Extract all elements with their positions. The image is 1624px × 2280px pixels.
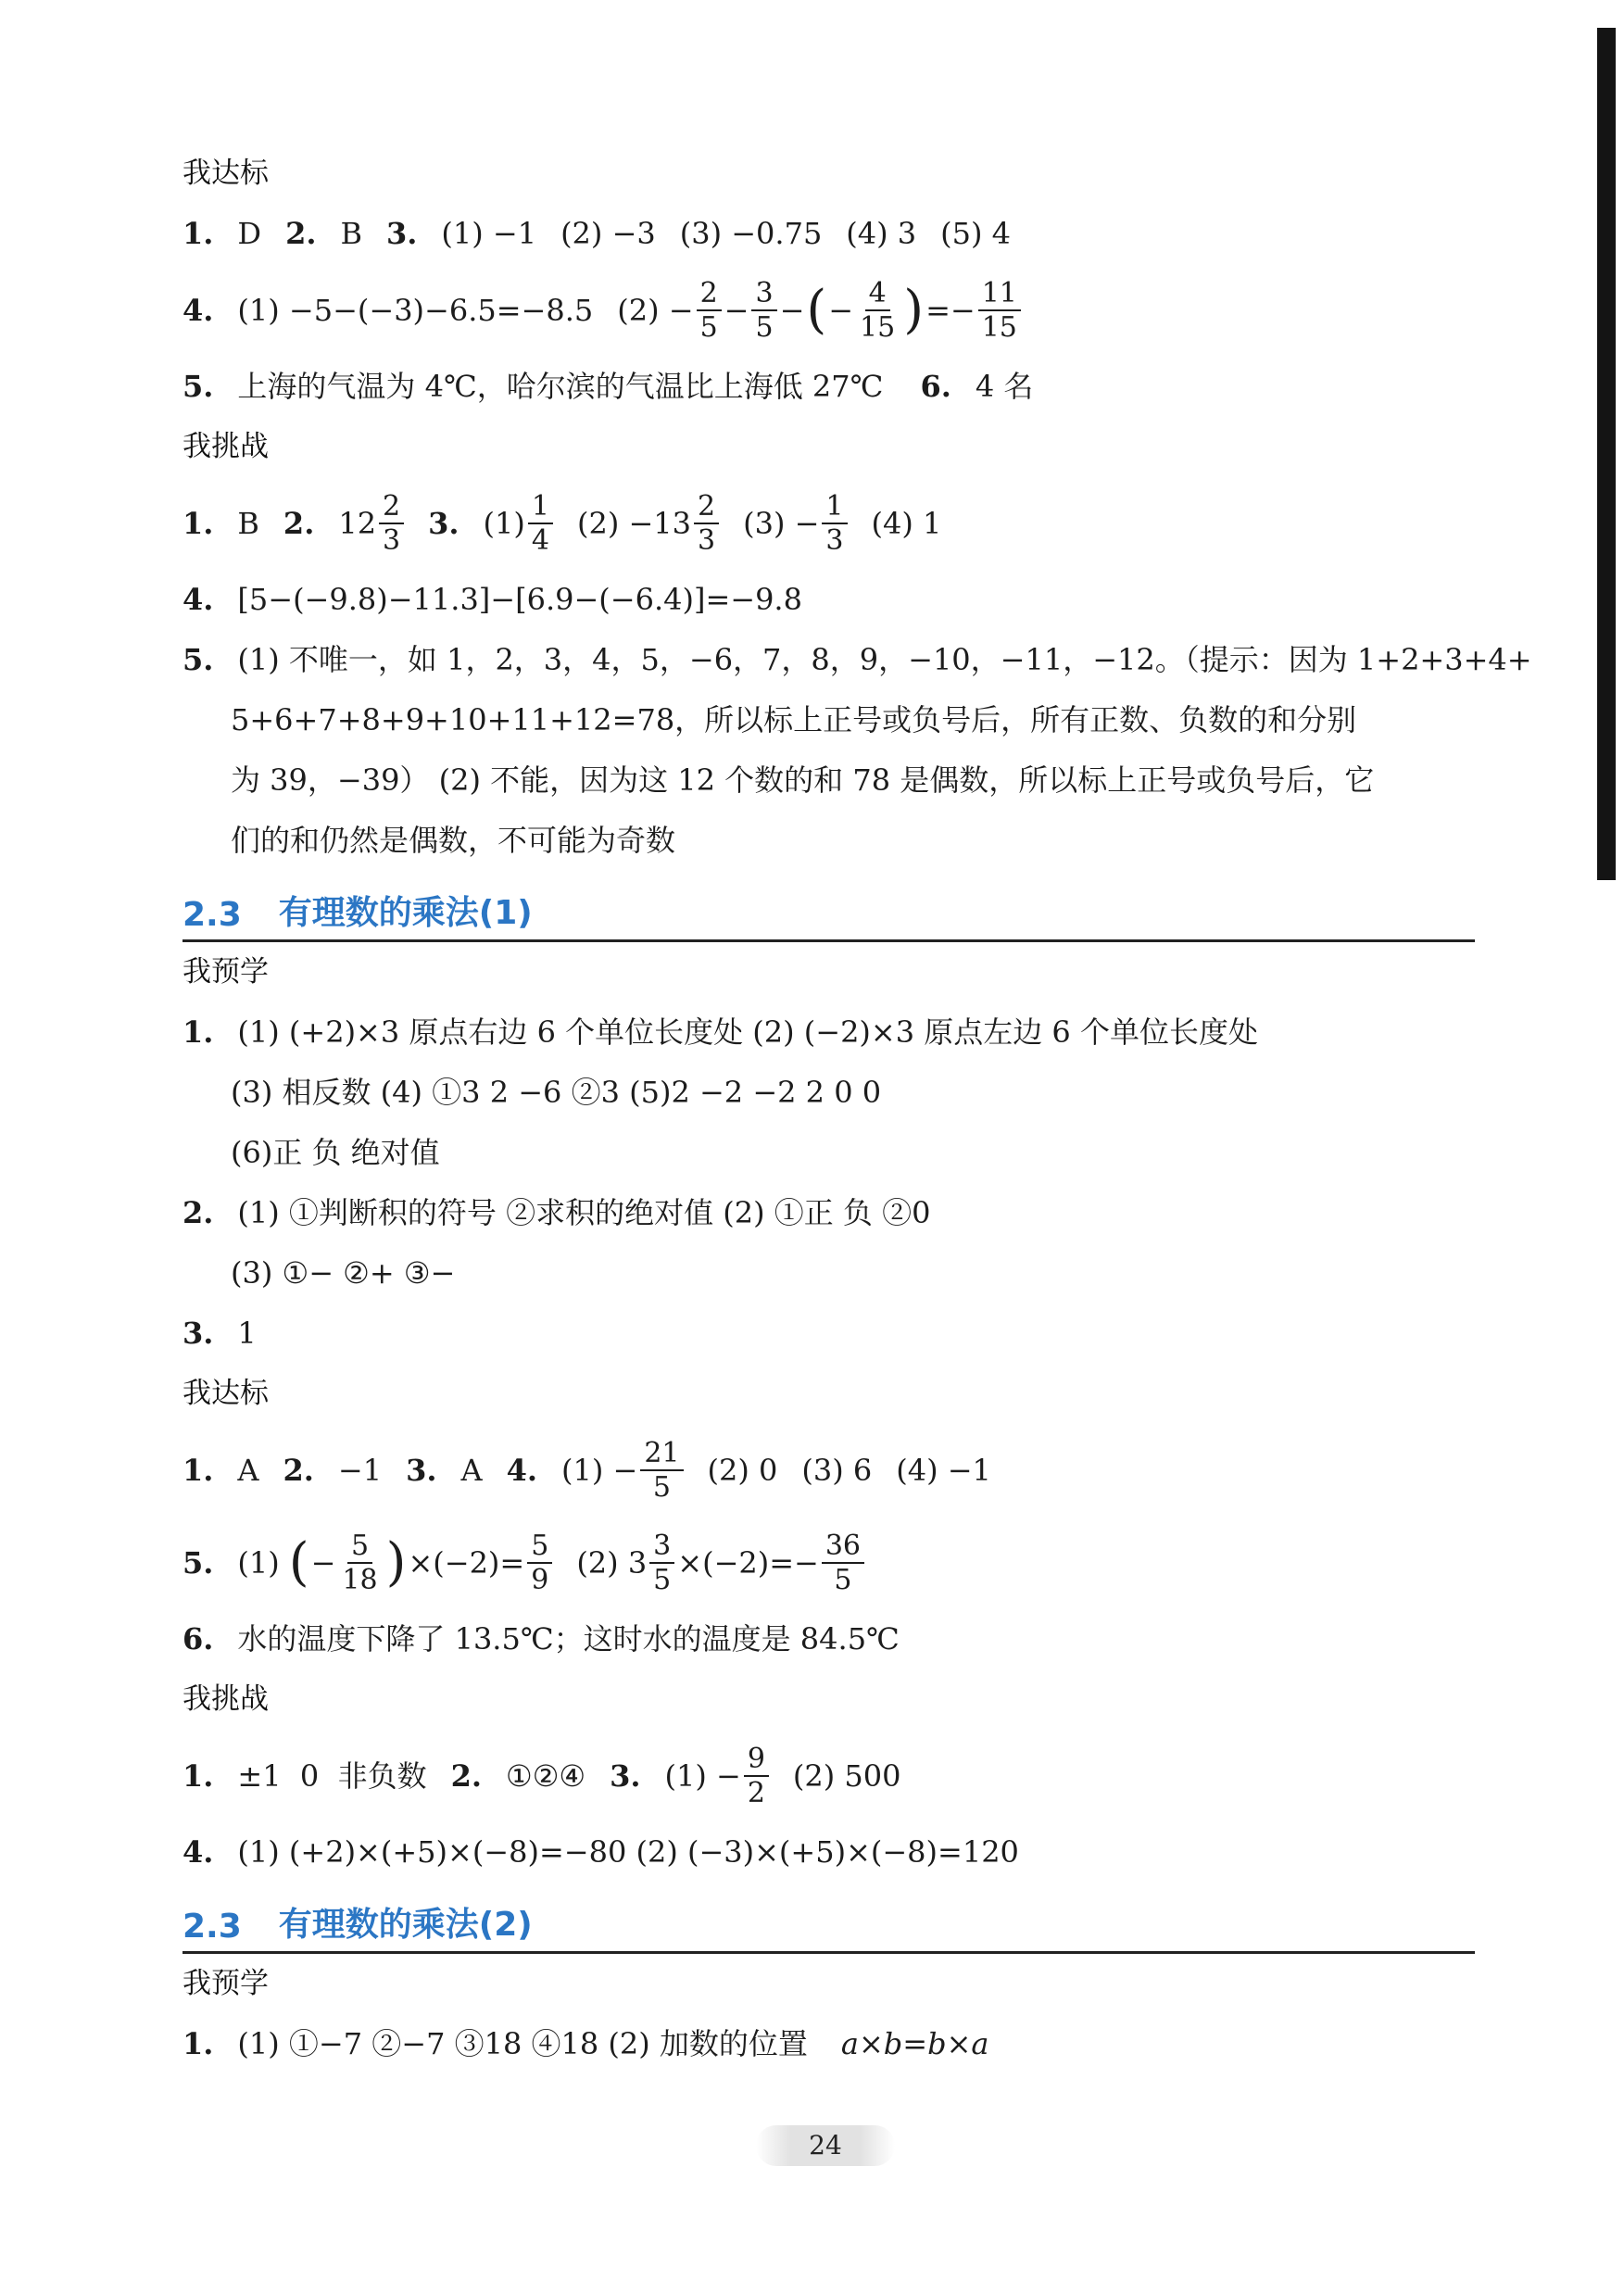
fraction: $\frac{3}{5}$ [649,1530,674,1595]
answer-text: 5+6+7+8+9+10+11+12=78，所以标上正号或负号后，所有正数、负数的和分别 [231,702,1357,737]
operator: ×(−2)= [408,1545,525,1581]
operator: =− [925,293,976,328]
answer-line [183,357,1475,417]
subheading-wo-yuxue: 我预学 [183,955,269,989]
answer-text: (1) [483,506,525,541]
answer-text: (2) 500 [792,1758,901,1794]
section-title [183,878,1475,942]
answer-line [183,1822,1475,1883]
fraction: $\frac{11}{15}$ [978,278,1021,343]
answer-text: (1) [237,1545,280,1581]
answer-text: (1) 不唯一，如 1，2，3，4，5，−6，7，8，9，−10，−11，−12。（提示：因为 1+2+3+4+ [237,642,1532,677]
answer-line-continued [183,750,1475,811]
item-number: 3. [428,506,460,541]
answer-text: 4 名 [975,369,1034,404]
section-number: 2.3 [183,1908,242,1946]
answer-text: (1) (+2)×(+5)×(−8)=−80 (2) (−3)×(+5)×(−8)=120 [237,1834,1019,1870]
item-number: 1. [183,2026,214,2061]
formula-text: a×b=b×a [840,2026,989,2061]
section-name: 有理数的乘法(1) [278,894,533,932]
operator: − [724,293,749,328]
answer-text: B [237,506,259,541]
answer-line [183,2014,1475,2074]
answer-text: ①②④ [506,1758,586,1794]
answer-text: (2) 3 [576,1545,648,1581]
answer-line-continued [183,811,1475,871]
item-number: 1. [183,1758,214,1794]
subheading-wo-tiaozhan: 我挑战 [183,430,269,463]
answer-text: (5) 4 [940,216,1012,251]
item-number: 4. [183,582,214,617]
answer-line [183,1609,1475,1669]
answer-line [183,1517,1475,1609]
answer-text: (6)正 负 绝对值 [231,1135,440,1170]
section-number: 2.3 [183,896,242,934]
fraction: $\frac{2}{3}$ [694,491,719,556]
answer-text: [5−(−9.8)−11.3]−[6.9−(−6.4)]=−9.8 [237,582,802,617]
item-number: 6. [920,369,951,404]
answer-text: A [460,1453,483,1488]
answer-text: (1) (+2)×3 原点右边 6 个单位长度处 (2) (−2)×3 原点左边 6 个单位长度处 [237,1014,1258,1050]
answer-text: B [340,216,362,251]
item-number: 1. [183,216,214,251]
answer-text: D [237,216,262,251]
item-number: 1. [183,506,214,541]
item-number: 4. [183,293,214,328]
fraction: $\frac{1}{4}$ [528,491,553,556]
answer-text: (3) ①− ②+ ③− [231,1255,456,1291]
answer-text: (2) −3 [560,216,656,251]
operator: − [828,293,854,328]
answer-text: 上海的气温为 4℃，哈尔滨的气温比上海低 27℃ [237,369,884,404]
answer-line [183,1730,1475,1822]
right-paren: ) [903,280,925,340]
item-number: 2. [285,216,317,251]
answer-line-continued [183,690,1475,750]
answer-text: (1) −5−(−3)−6.5=−8.5 [237,293,594,328]
scan-edge-bar [1597,28,1616,880]
answer-line-continued [183,1243,1475,1304]
answer-text: (3) −0.75 [679,216,823,251]
answer-text: 为 39，−39） (2) 不能，因为这 12 个数的和 78 是偶数，所以标上正号或负号后，它 [231,762,1375,798]
answer-line [183,1002,1475,1063]
answer-line [183,630,1532,690]
answer-text: (1) − [561,1453,638,1488]
fraction: $\frac{36}{5}$ [822,1530,864,1595]
subheading-wo-tiaozhan: 我挑战 [183,1682,269,1716]
answer-text: −1 [337,1453,383,1488]
answer-line [183,264,1475,357]
item-number: 4. [506,1453,538,1488]
answer-text: (4) 1 [871,506,942,541]
answer-text: (1) ①−7 ②−7 ③18 ④18 (2) 加数的位置 [237,2026,808,2061]
answer-text: (3) − [743,506,820,541]
answer-line [183,477,1475,570]
item-number: 5. [183,642,214,677]
fraction: $\frac{1}{3}$ [822,491,847,556]
answer-line-continued [183,1123,1475,1183]
fraction: $\frac{4}{15}$ [860,277,896,344]
answer-text: 们的和仍然是偶数，不可能为奇数 [231,823,676,858]
section-name: 有理数的乘法(2) [278,1906,533,1944]
fraction: $\frac{5}{9}$ [527,1530,552,1595]
item-number: 3. [183,1316,214,1351]
fraction: $\frac{2}{3}$ [379,491,404,556]
item-number: 3. [385,216,418,251]
answer-text: (2) 0 [707,1453,778,1488]
operator: ×(−2)=− [677,1545,819,1581]
answer-line [183,1304,1475,1364]
fraction: $\frac{3}{5}$ [751,278,776,343]
item-number: 1. [183,1014,214,1050]
answer-text: (3) 6 [801,1453,873,1488]
item-number: 1. [183,1453,214,1488]
answer-line [183,204,1475,264]
answer-text: (4) −1 [896,1453,991,1488]
answer-line-continued [183,1063,1475,1123]
answer-line [183,1424,1475,1517]
item-number: 5. [183,1545,214,1581]
fraction: $\frac{9}{2}$ [744,1744,769,1808]
answer-text: 1 [237,1316,257,1351]
answer-text: (3) 相反数 (4) ①3 2 −6 ②3 (5)2 −2 −2 2 0 0 [231,1075,882,1110]
answer-text: 水的温度下降了 13.5℃；这时水的温度是 84.5℃ [237,1621,900,1656]
item-number: 2. [450,1758,483,1794]
answer-text: A [237,1453,259,1488]
left-paren: ( [806,280,827,340]
operator: − [779,293,805,328]
subheading-wo-dabiao: 我达标 [183,1377,269,1410]
answer-page [183,144,1532,2074]
subheading-wo-dabiao: 我达标 [183,157,269,190]
right-paren: ) [385,1532,407,1593]
fraction: $\frac{5}{18}$ [342,1530,378,1596]
item-number: 3. [406,1453,437,1488]
answer-line [183,570,1475,630]
answer-text: (1) − [664,1758,741,1794]
answer-text: (4) 3 [846,216,917,251]
answer-line [183,1183,1475,1243]
left-paren: ( [288,1532,309,1593]
fraction: $\frac{2}{5}$ [697,278,722,343]
answer-text: (1) ①判断积的符号 ②求积的绝对值 (2) ①正 负 ②0 [237,1195,931,1230]
item-number: 4. [183,1834,214,1870]
item-number: 6. [183,1621,214,1656]
item-number: 2. [283,506,315,541]
section-title [183,1890,1475,1954]
page-number: 24 [756,2125,895,2166]
operator: − [310,1545,336,1581]
answer-text: (2) − [617,293,694,328]
item-number: 3. [610,1758,641,1794]
item-number: 2. [183,1195,214,1230]
item-number: 2. [283,1453,314,1488]
subheading-wo-yuxue: 我预学 [183,1967,269,2000]
answer-text: (1) −1 [441,216,537,251]
fraction: $\frac{21}{5}$ [640,1438,683,1503]
answer-text: ±1 0 非负数 [237,1758,427,1794]
item-number: 5. [183,369,214,404]
answer-text: (2) −13 [576,506,691,541]
answer-text: 12 [338,506,377,541]
